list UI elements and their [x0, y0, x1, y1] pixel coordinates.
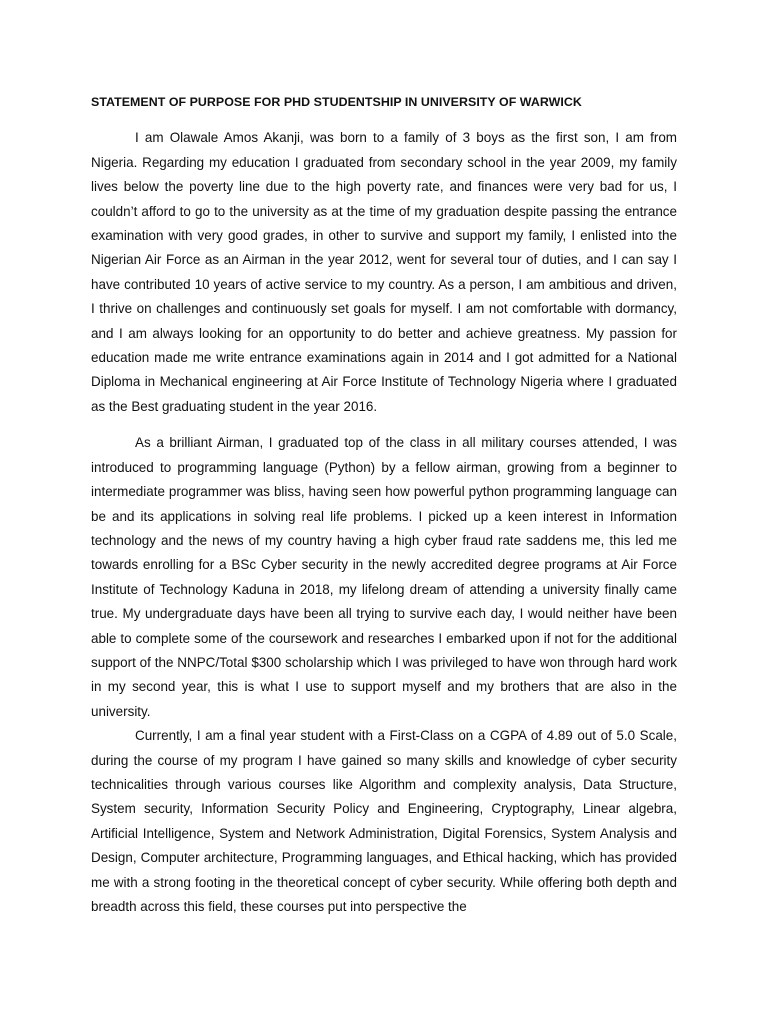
- document-title: STATEMENT OF PURPOSE FOR PHD STUDENTSHIP IN UNIVERSITY OF WARWICK: [91, 95, 582, 109]
- paragraph-current-studies: Currently, I am a final year student with a First-Class on a CGPA of 4.89 out of 5.0 Scale, during the course of my program I have gained so many skills and knowledge of cyber security technicalities through various courses like Algorithm and complexity analysis, Data Structure, System security, Information Security Policy and Engineering, Cryptography, Linear algebra, Artificial Intelligence, System and Network Administration, Digital Forensics, System Analysis and Design, Computer architecture, Programming languages, and Ethical hacking, which has provided me with a strong footing in the theoretical concept of cyber security. While offering both depth and breadth across this field, these courses put into perspective the: [91, 728, 677, 914]
- paragraph-airman-programming: As a brilliant Airman, I graduated top of the class in all military courses attended, I was introduced to programming language (Python) by a fellow airman, growing from a beginner to intermediate programmer was bliss, having seen how powerful python programming language can be and its applications in solving real life problems. I picked up a keen interest in Information technology and the news of my country having a high cyber fraud rate saddens me, this led me towards enrolling for a BSc Cyber security in the newly accredited degree programs at Air Force Institute of Technology Kaduna in 2018, my lifelong dream of attending a university finally came true. My undergraduate days have been all trying to survive each day, I would neither have been able to complete some of the coursework and researches I embarked upon if not for the additional support of the NNPC/Total $300 scholarship which I was privileged to have won through hard work in my second year, this is what I use to support myself and my brothers that are also in the university.: [91, 435, 677, 719]
- document-page: [91, 90, 677, 919]
- paragraph-background: I am Olawale Amos Akanji, was born to a family of 3 boys as the first son, I am from Nigeria. Regarding my education I graduated from secondary school in the year 2009, my family lives below the poverty line due to the high poverty rate, and finances were very bad for us, I couldn’t afford to go to the university as at the time of my graduation despite passing the entrance examination with very good grades, in other to survive and support my family, I enlisted into the Nigerian Air Force as an Airman in the year 2012, went for several tour of duties, and I can say I have contributed 10 years of active service to my country. As a person, I am ambitious and driven, I thrive on challenges and continuously set goals for myself. I am not comfortable with dormancy, and I am always looking for an opportunity to do better and achieve greatness. My passion for education made me write entrance examinations again in 2014 and I got admitted for a National Diploma in Mechanical engineering at Air Force Institute of Technology Nigeria where I graduated as the Best graduating student in the year 2016.: [91, 130, 677, 414]
